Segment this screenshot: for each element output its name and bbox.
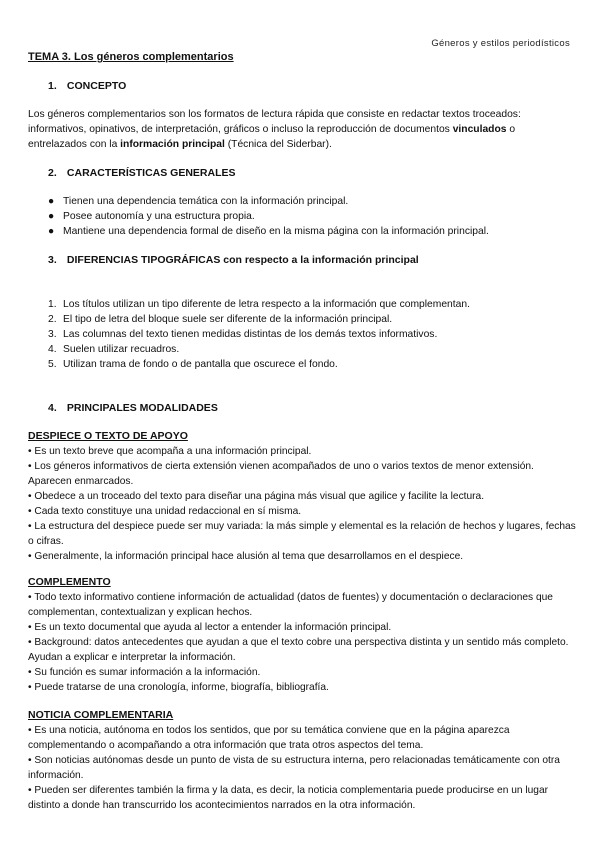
- list-item: • Es un texto documental que ayuda al lector a entender la información principal.: [28, 622, 392, 633]
- complemento-list: [28, 590, 576, 695]
- complemento-title: COMPLEMENTO: [28, 576, 111, 588]
- list-item: [48, 357, 578, 372]
- section-1-heading: [48, 80, 126, 92]
- list-number: 4.: [48, 344, 57, 355]
- list-item-text: Mantiene una dependencia formal de diseño en la misma página con la información principal.: [63, 226, 489, 237]
- section-number: 3.: [48, 254, 57, 266]
- section-2-heading: [48, 167, 236, 179]
- list-item: • Su función es sumar información a la información.: [28, 667, 261, 678]
- list-item: • Obedece a un troceado del texto para diseñar una página más visual que agilice y facilite la lectura.: [28, 491, 485, 502]
- list-item-text: Tienen una dependencia temática con la información principal.: [63, 196, 349, 207]
- section-title: PRINCIPALES MODALIDADES: [66, 402, 218, 414]
- list-item: • Background: datos antecedentes que ayudan a que el texto cobre una perspectiva distinta y un sentido más completo. Ayudan a explicar e interpretar la información.: [28, 637, 569, 663]
- despiece-list: [28, 444, 576, 564]
- list-item-text: Suelen utilizar recuadros.: [63, 344, 180, 355]
- list-item: • Cada texto constituye una unidad redaccional en sí misma.: [28, 506, 302, 517]
- bullet-icon: ●: [48, 226, 55, 237]
- list-item: [48, 327, 578, 342]
- list-item: [48, 312, 578, 327]
- despiece-title: DESPIECE O TEXTO DE APOYO: [28, 430, 188, 442]
- section-4-heading: [48, 402, 218, 414]
- bold-term: vinculados: [452, 124, 507, 135]
- list-item-text: Los títulos utilizan un tipo diferente de letra respecto a la información que complementan.: [63, 299, 470, 310]
- paragraph-text: (Técnica del Siderbar).: [224, 139, 332, 150]
- typographic-differences-list: [48, 297, 578, 372]
- section-title: DIFERENCIAS TIPOGRÁFICAS con respecto a la información principal: [66, 254, 419, 266]
- list-item: [48, 209, 578, 224]
- bold-term: información principal: [120, 139, 225, 150]
- bullet-icon: ●: [48, 196, 55, 207]
- bullet-icon: ●: [48, 211, 55, 222]
- noticia-list: [28, 723, 576, 813]
- section-3-heading: [48, 254, 419, 266]
- list-item: • Son noticias autónomas desde un punto de vista de su estructura interna, pero relacionadas temáticamente con otra información.: [28, 755, 560, 781]
- paragraph-text: Los géneros complementarios son los formatos de lectura rápida que consiste en redactar textos troceados: informativos, opinativos, de interpretación, gráficos o incluso la reproducción de documentos: [28, 109, 521, 135]
- list-item: [48, 194, 578, 209]
- document-title: TEMA 3. Los géneros complementarios: [28, 51, 234, 63]
- list-number: 3.: [48, 329, 57, 340]
- list-item: • Todo texto informativo contiene información de actualidad (datos de fuentes) y documentación o declaraciones que complementan, contextualizan y explican hechos.: [28, 592, 553, 618]
- list-item: [48, 224, 578, 239]
- characteristics-list: [48, 194, 578, 239]
- list-number: 2.: [48, 314, 57, 325]
- section-number: 4.: [48, 402, 57, 414]
- list-item: • Puede tratarse de una cronología, informe, biografía, bibliografía.: [28, 682, 329, 693]
- noticia-title: NOTICIA COMPLEMENTARIA: [28, 709, 174, 721]
- section-number: 1.: [48, 80, 57, 92]
- list-item: • Pueden ser diferentes también la firma y la data, es decir, la noticia complementaria puede producirse en un lugar distinto a donde han transcurrido los acontecimientos narrados en la otra información.: [28, 785, 549, 811]
- list-item: [48, 297, 578, 312]
- list-item-text: Posee autonomía y una estructura propia.: [63, 211, 255, 222]
- section-title: CONCEPTO: [66, 80, 127, 92]
- list-item: • Es un texto breve que acompaña a una información principal.: [28, 446, 312, 457]
- list-number: 1.: [48, 299, 57, 310]
- list-number: 5.: [48, 359, 57, 370]
- list-item: • Generalmente, la información principal hace alusión al tema que desarrollamos en el despiece.: [28, 551, 464, 562]
- list-item-text: Las columnas del texto tienen medidas distintas de los demás textos informativos.: [63, 329, 438, 340]
- section-title: CARACTERÍSTICAS GENERALES: [66, 167, 236, 179]
- paragraph-text: o entrelazados con la: [28, 124, 516, 150]
- list-item: • Es una noticia, autónoma en todos los sentidos, que por su temática conviene que en la página aparezca complementando o acompañando a otra información que trata otros aspectos del tema.: [28, 725, 510, 751]
- concepto-paragraph: [28, 107, 573, 152]
- list-item-text: El tipo de letra del bloque suele ser diferente de la información principal.: [63, 314, 393, 325]
- running-header: Géneros y estilos periodísticos: [431, 38, 570, 49]
- list-item: • La estructura del despiece puede ser muy variada: la más simple y elemental es la relación de hechos y lugares, fechas o cifras.: [28, 521, 576, 547]
- list-item: • Los géneros informativos de cierta extensión vienen acompañados de uno o varios textos de menor extensión. Aparecen enmarcados.: [28, 461, 534, 487]
- list-item: [48, 342, 578, 357]
- section-number: 2.: [48, 167, 57, 179]
- list-item-text: Utilizan trama de fondo o de pantalla que oscurece el fondo.: [63, 359, 338, 370]
